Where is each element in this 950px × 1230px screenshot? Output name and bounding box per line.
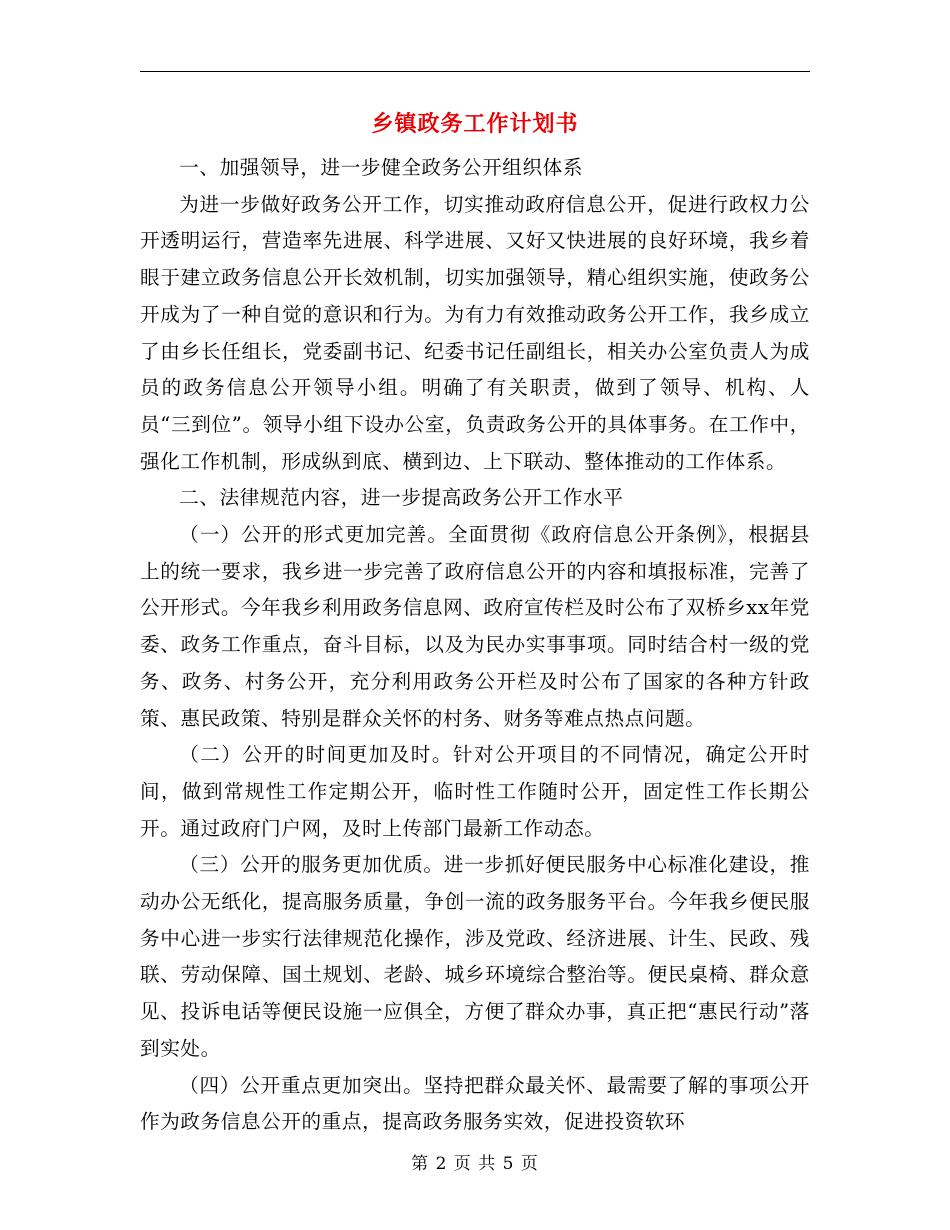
page-number: 第 2 页 共 5 页 <box>411 1154 539 1174</box>
document-body <box>140 150 810 1141</box>
paragraph-2: （一）公开的形式更加完善。全面贯彻《政府信息公开条例》，根据县上的统一要求，我乡进一步完善了政府信息公开的内容和填报标准，完善了公开形式。今年我乡利用政务信息网、政府宣传栏及时公布了双桥乡xx年党委、政务工作重点，奋斗目标，以及为民办实事事项。同时结合村一级的党务、政务、村务公开，充分利用政务公开栏及时公布了国家的各种方针政策、惠民政策、特别是群众关怀的村务、财务等难点热点问题。 <box>140 523 810 730</box>
document-title: 乡镇政务工作计划书 <box>371 111 579 137</box>
paragraph-3: （二）公开的时间更加及时。针对公开项目的不同情况，确定公开时间，做到常规性工作定期公开，临时性工作随时公开，固定性工作长期公开。通过政府门户网，及时上传部门最新工作动态。 <box>140 743 810 840</box>
header-rule <box>140 71 810 72</box>
paragraph-4: （三）公开的服务更加优质。进一步抓好便民服务中心标准化建设，推动办公无纸化，提高服务质量，争创一流的政务服务平台。今年我乡便民服务中心进一步实行法律规范化操作，涉及党政、经济进展、计生、民政、残联、劳动保障、国土规划、老龄、城乡环境综合整治等。便民桌椅、群众意见、投诉电话等便民设施一应俱全，方便了群众办事，真正把“惠民行动”落到实处。 <box>140 853 810 1060</box>
paragraph-5: （四）公开重点更加突出。坚持把群众最关怀、最需要了解的事项公开作为政务信息公开的重点，提高政务服务实效，促进投资软环 <box>140 1073 810 1134</box>
section-heading-1: 一、加强领导，进一步健全政务公开组织体系 <box>179 156 584 179</box>
section-heading-2: 二、法律规范内容，进一步提高政务公开工作水平 <box>179 486 624 510</box>
paragraph-1: 为进一步做好政务公开工作，切实推动政府信息公开，促进行政权力公开透明运行，营造率先进展、科学进展、又好又快进展的良好环境，我乡着眼于建立政务信息公开长效机制，切实加强领导，精心组织实施，使政务公开成为了一种自觉的意识和行为。为有力有效推动政务公开工作，我乡成立了由乡长任组长，党委副书记、纪委书记任副组长，相关办公室负责人为成员的政务信息公开领导小组。明确了有关职责，做到了领导、机构、人员“三到位”。领导小组下设办公室，负责政务公开的具体事务。在工作中，强化工作机制，形成纵到底、横到边、上下联动、整体推动的工作体系。 <box>140 192 810 473</box>
